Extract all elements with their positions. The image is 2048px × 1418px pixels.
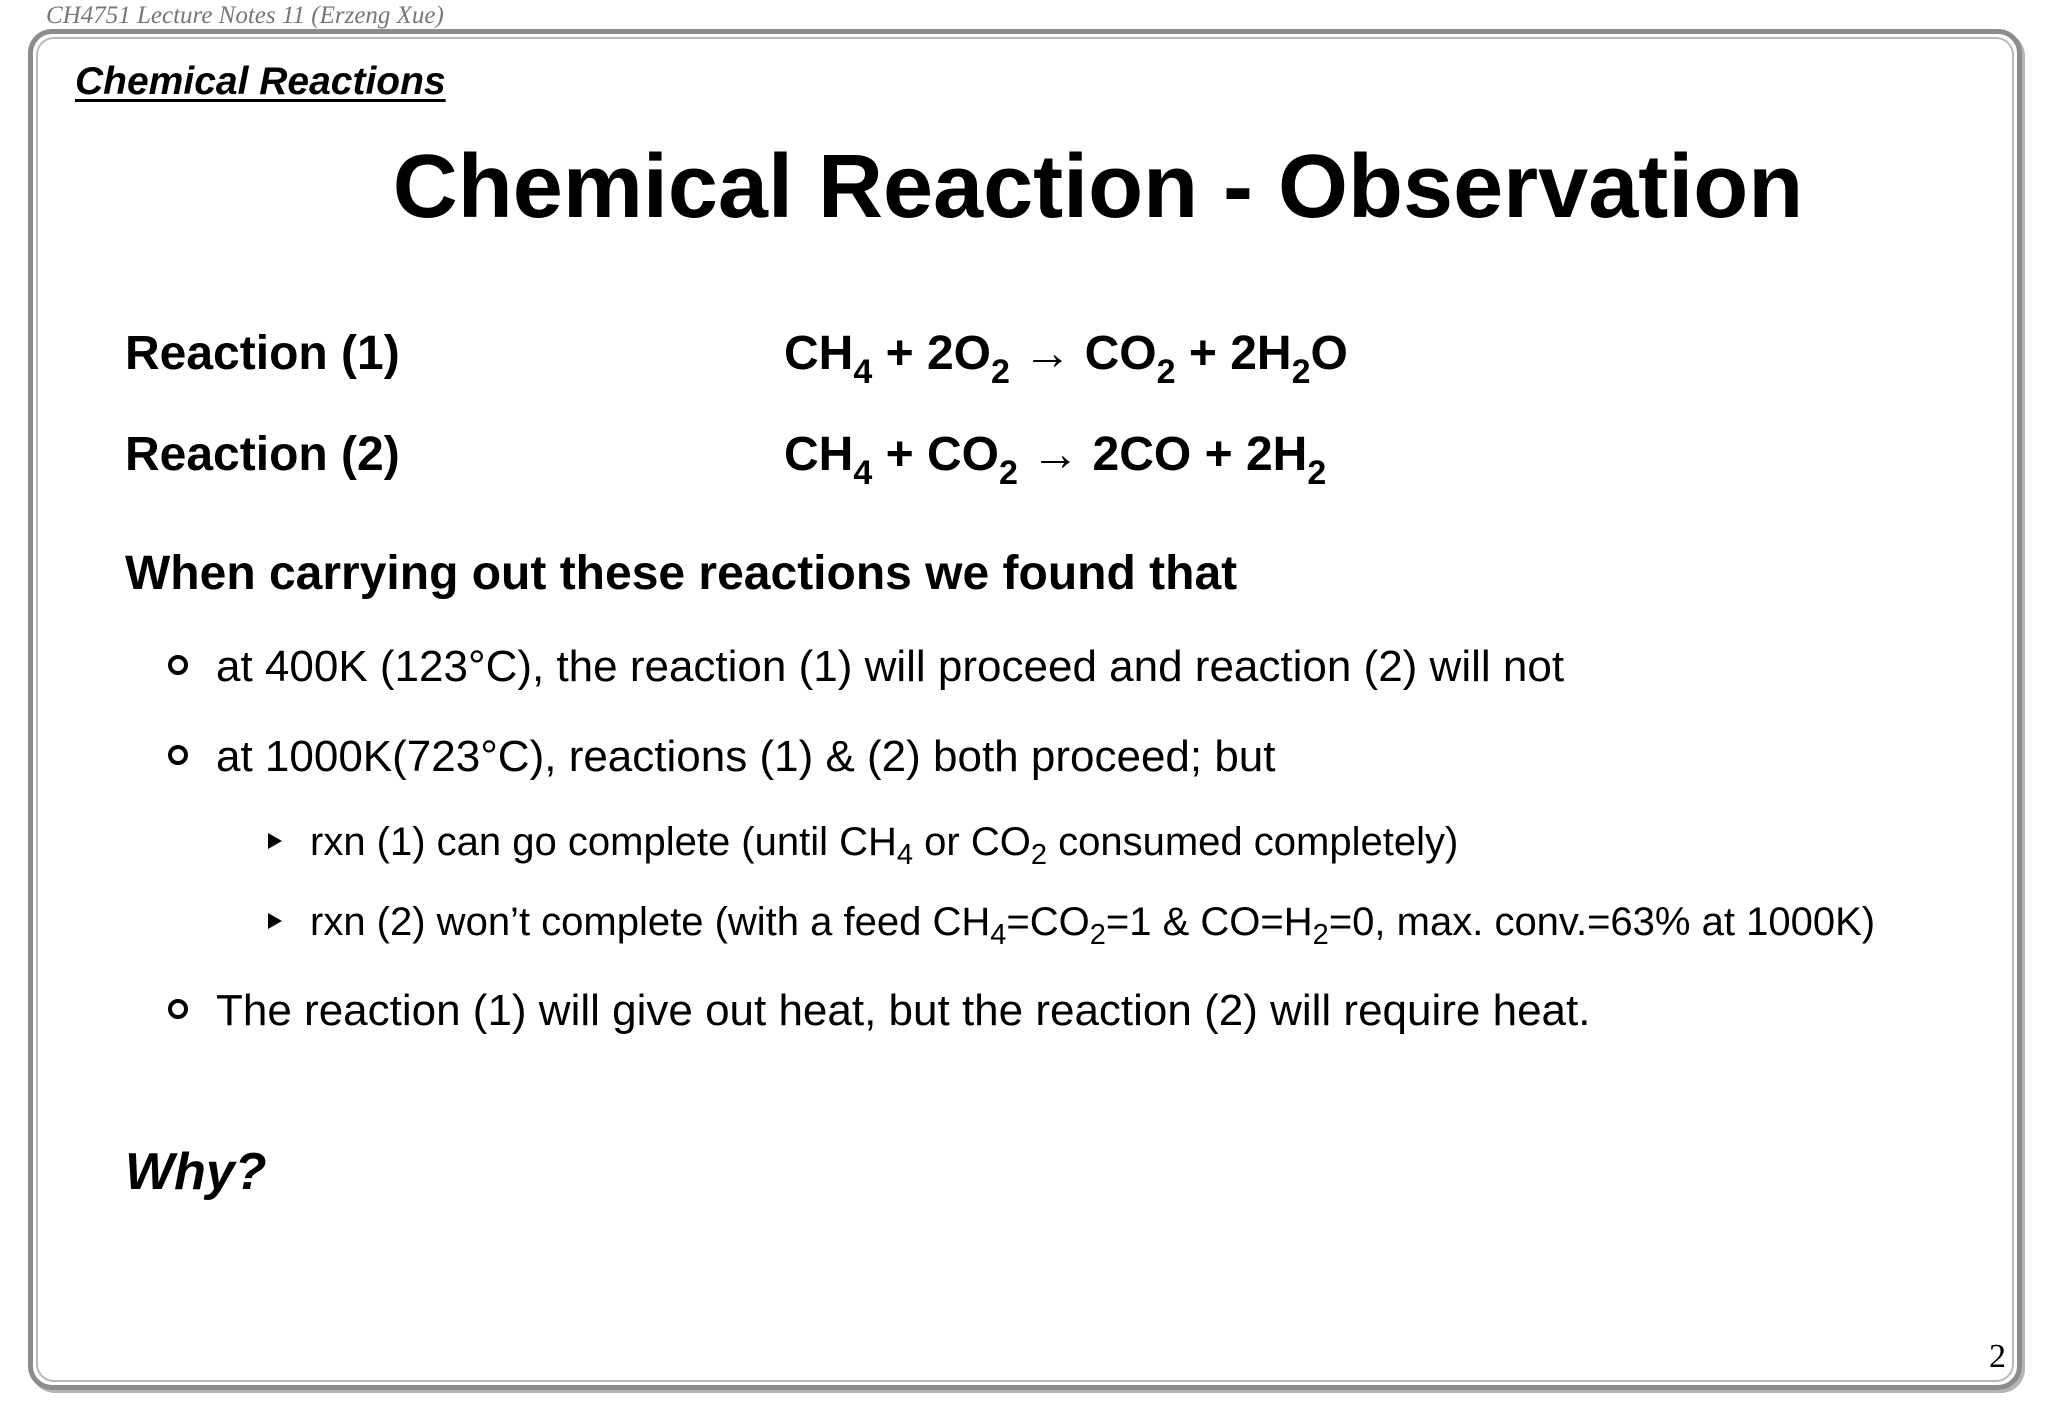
arrowhead-bullet-icon — [268, 833, 282, 849]
section-title: Chemical Reactions — [75, 60, 446, 103]
bullet-item: at 400K (123°C), the reaction (1) will proceed and reaction (2) will not — [168, 642, 1564, 692]
slide-title: Chemical Reaction - Observation — [392, 137, 1804, 237]
page-number: 2 — [1989, 1338, 2006, 1375]
circle-bullet-icon — [168, 999, 188, 1019]
circle-bullet-icon — [168, 655, 188, 675]
reaction-1-label: Reaction (1) — [125, 327, 400, 380]
observation-lead-text: When carrying out these reactions we found that — [125, 547, 1238, 600]
why-question: Why? — [125, 1143, 267, 1201]
arrowhead-bullet-icon — [268, 913, 282, 929]
reaction-2-equation: $CH_4 + CO_2 \to 2CO + 2H_2$ — [784, 428, 1327, 492]
sub-bullet-item: rxn (1) can go complete (until $CH_4$ or $CO_2$ consumed completely) — [268, 820, 1458, 865]
sub-bullet-item: rxn (2) won’t complete (with a feed $CH_4=CO_2=1$ & $CO=H_2=0$, max. conv.=63% at 1000K) — [268, 900, 1875, 945]
bullet-item: at 1000K(723°C), reactions (1) & (2) both proceed; but — [168, 732, 1276, 782]
reaction-1-equation: $CH_4 + 2O_2 \to CO_2 + 2H_2O$ — [784, 327, 1348, 391]
circle-bullet-icon — [168, 745, 188, 765]
lecture-header-note: CH4751 Lecture Notes 11 (Erzeng Xue) — [46, 2, 444, 29]
reaction-2-label: Reaction (2) — [125, 428, 400, 481]
bullet-item: The reaction (1) will give out heat, but the reaction (2) will require heat. — [168, 986, 1590, 1036]
